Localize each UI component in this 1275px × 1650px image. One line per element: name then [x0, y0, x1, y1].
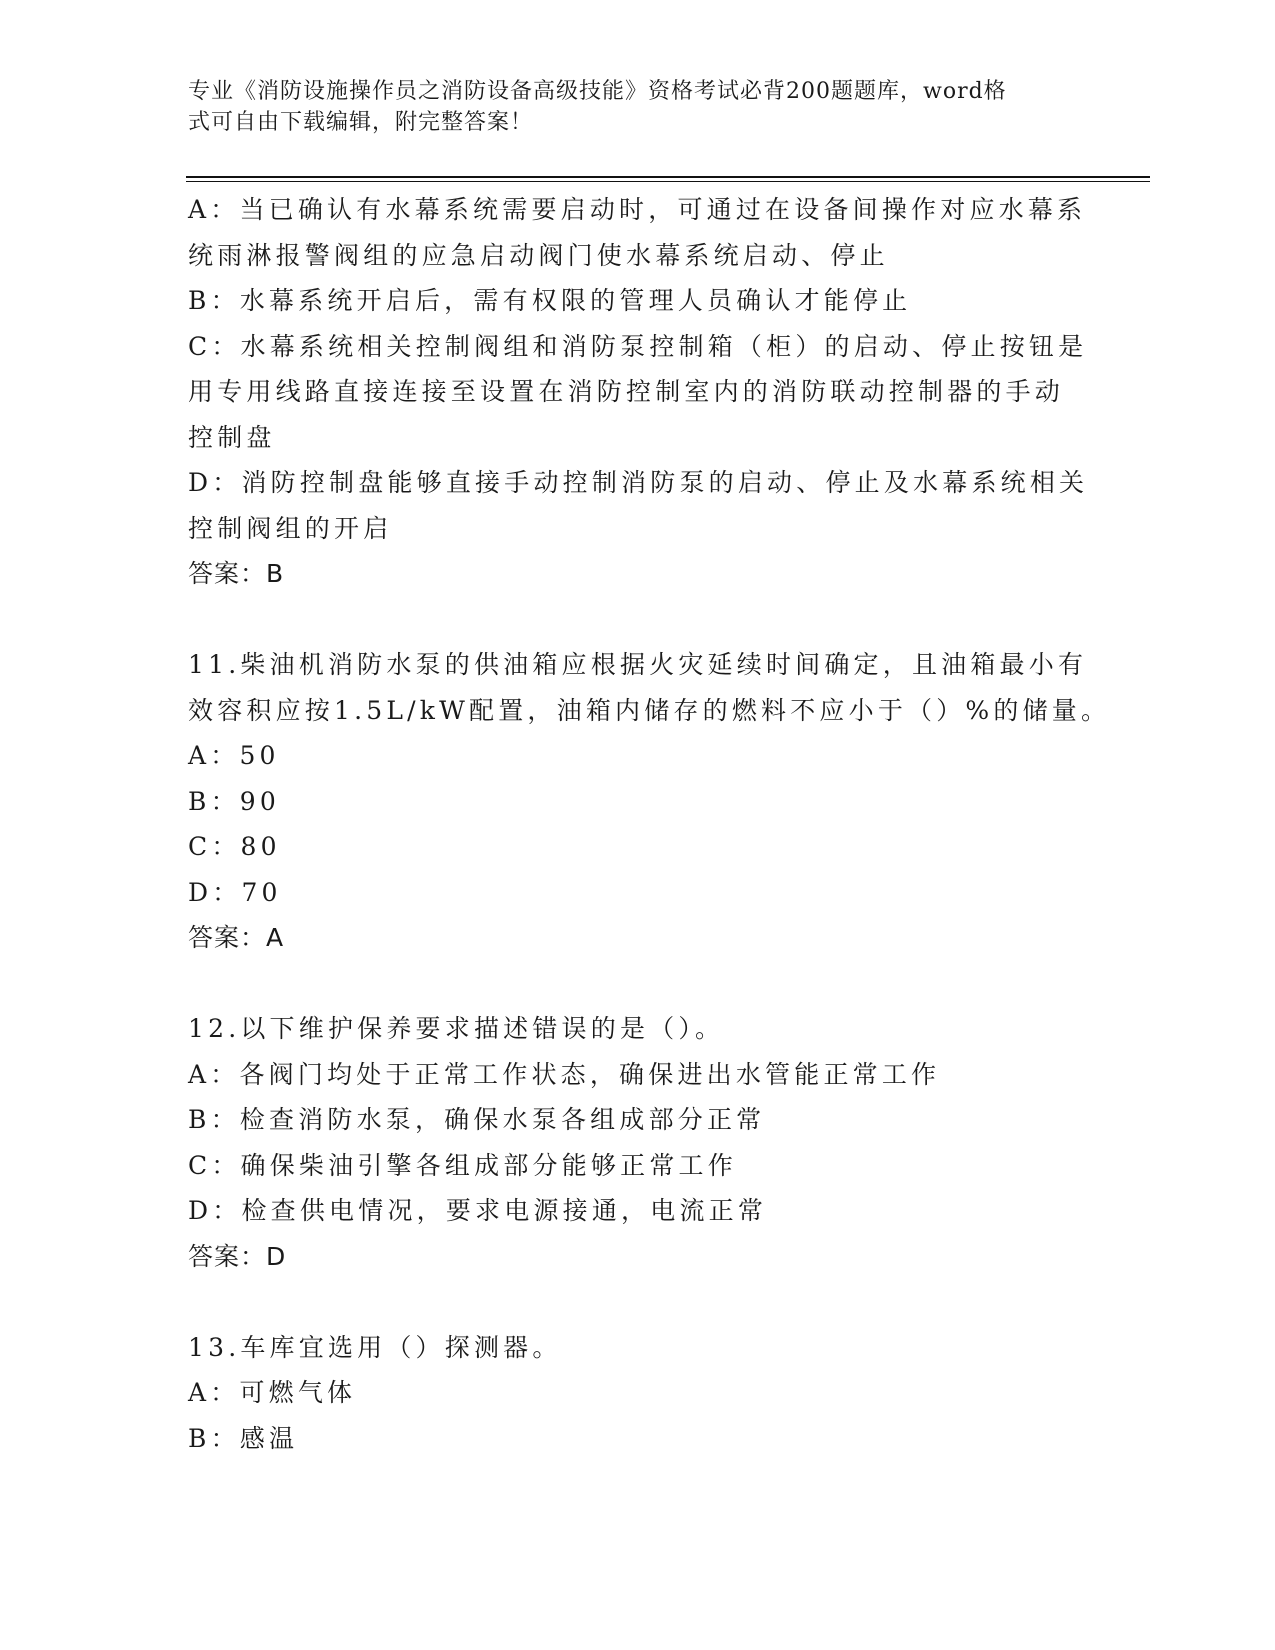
question-gap: [188, 961, 1088, 1007]
option-c: C：80: [188, 832, 281, 861]
question-list: [188, 187, 1111, 1461]
question-11-stem-line-2: 效容积应按1.5L/kW配置，油箱内储存的燃料不应小于（）%的储量。: [188, 695, 1111, 725]
option-a-line-1: A：当已确认有水幕系统需要启动时，可通过在设备间操作对应水幕系: [188, 195, 1087, 224]
question-10-options: [188, 187, 1088, 597]
option-a: A：各阀门均处于正常工作状态，确保进出水管能正常工作: [188, 1059, 941, 1089]
question-gap: [188, 1279, 1088, 1325]
answer-12: 答案：D: [188, 1241, 287, 1271]
answer-10: 答案：B: [188, 559, 285, 588]
option-d: D：70: [188, 877, 282, 907]
option-c: C：确保柴油引擎各组成部分能够正常工作: [188, 1150, 737, 1180]
option-c-line-2: 用专用线路直接连接至设置在消防控制室内的消防联动控制器的手动: [188, 377, 1065, 406]
question-13-stem: 13.车库宜选用（）探测器。: [188, 1332, 562, 1362]
question-11: [188, 642, 1111, 961]
option-d-line-2: 控制阀组的开启: [188, 513, 393, 543]
question-12: [188, 1006, 1088, 1279]
document-header: [188, 76, 1068, 138]
option-a: A：可燃气体: [188, 1378, 357, 1407]
option-b: B：水幕系统开启后，需有权限的管理人员确认才能停止: [188, 286, 912, 315]
option-b: B：检查消防水泵，确保水泵各组成部分正常: [188, 1105, 766, 1134]
option-a: A：50: [188, 741, 280, 770]
header-rule-thick: [186, 176, 1150, 178]
header-line-2: 式可自由下载编辑，附完整答案！: [188, 110, 534, 135]
option-a-line-2: 统雨淋报警阀组的应急启动阀门使水幕系统启动、停止: [188, 240, 889, 270]
option-d-line-1: D：消防控制盘能够直接手动控制消防泵的启动、停止及水幕系统相关: [188, 468, 1089, 497]
option-b: B：90: [188, 786, 280, 816]
question-11-stem-line-1: 11.柴油机消防水泵的供油箱应根据火灾延续时间确定，且油箱最小有: [188, 650, 1088, 679]
option-c-line-3: 控制盘: [188, 422, 276, 452]
question-gap: [188, 597, 1088, 643]
option-c-line-1: C：水幕系统相关控制阀组和消防泵控制箱（柜）的启动、停止按钮是: [188, 331, 1088, 361]
option-b: B：感温: [188, 1423, 299, 1453]
answer-11: 答案：A: [188, 923, 285, 952]
option-d: D：检查供电情况，要求电源接通，电流正常: [188, 1196, 768, 1225]
header-line-1: 专业《消防设施操作员之消防设备高级技能》资格考试必背200题题库，word格: [188, 79, 1007, 104]
question-12-stem: 12.以下维护保养要求描述错误的是（）。: [188, 1014, 725, 1043]
header-rule-thin: [186, 181, 1150, 182]
question-13: [188, 1325, 1088, 1462]
